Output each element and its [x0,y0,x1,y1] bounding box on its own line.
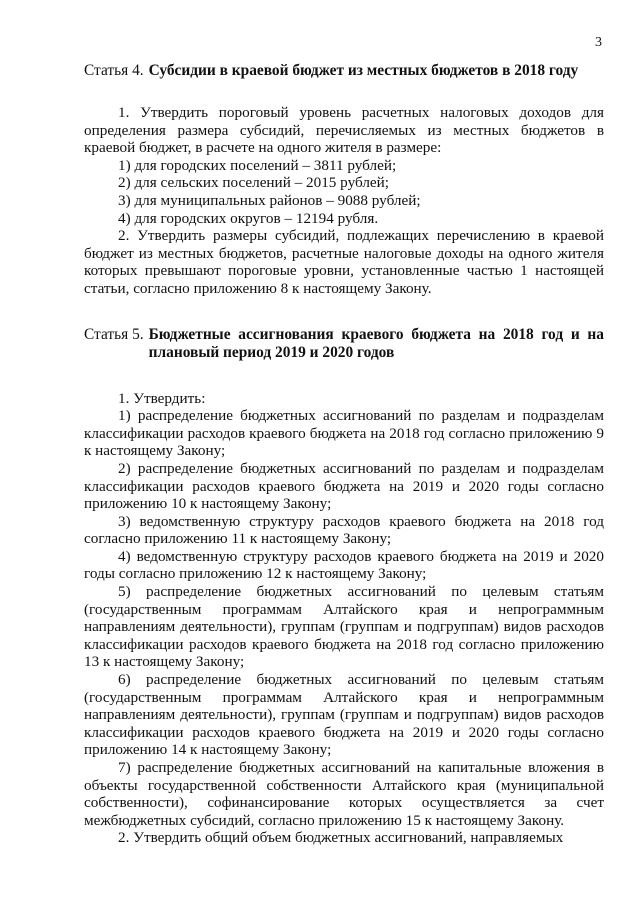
article-5-paragraph: 1. Утвердить: [118,389,206,407]
article-4-title: Субсидии в краевой бюджет из местных бюджетов в 2018 году [148,62,579,79]
article-5-paragraph: 7) распределение бюджетных ассигнований на капитальные вложения в объекты государственной собственности Алтайского края (муниципальной собственности), софинансирование которых осуществляется за счет межбюджетных субсидий, согласно приложению 15 к настоящему Закону. [84,759,604,829]
article-4-paragraph: 2. Утвердить размеры субсидий, подлежащих перечислению в краевой бюджет из местных бюджетов, расчетные налоговые доходы на одного жителя которых превышают пороговые уровни, установленные частью 1 настоящей статьи, согласно приложению 8 к настоящему Закону. [84,227,604,297]
article-5-title: Бюджетные ассигнования краевого бюджета на 2018 год и на плановый период 2019 и 2020 годов [148,325,604,361]
page-number: 3 [595,35,602,50]
article-4-paragraph: 1) для городских поселений – 3811 рублей; [118,156,397,174]
article-4-label: Статья 4. [84,62,144,79]
article-4-paragraph: 4) для городских округов – 12194 рубля. [118,209,379,227]
article-5-paragraph: 2) распределение бюджетных ассигнований по разделам и подразделам классификации расходов краевого бюджета на 2019 и 2020 годы согласно приложению 10 к настоящему Закону; [84,459,604,513]
article-5-paragraph: 3) ведомственную структуру расходов краевого бюджета на 2018 год согласно приложению 11 к настоящему Закону; [84,512,604,548]
article-4-paragraph: 3) для муниципальных районов – 9088 рублей; [118,191,421,209]
article-5-paragraph: 2. Утвердить общий объем бюджетных ассигнований, направляемых [118,829,564,847]
article-5-paragraph: 5) распределение бюджетных ассигнований по целевым статьям (государственным программам Алтайского края и непрограммным направлениям деятельности), группам (группам и подгруппам) видов расходов классификации расходов краевого бюджета на 2018 год согласно приложению 13 к настоящему Закону; [84,583,604,671]
article-5-paragraph: 4) ведомственную структуру расходов краевого бюджета на 2019 и 2020 годы согласно приложению 12 к настоящему Закону; [84,547,604,583]
article-5-heading [84,326,604,362]
article-4-heading [84,62,604,80]
article-4-paragraph: 1. Утвердить пороговый уровень расчетных налоговых доходов для определения размера субсидий, перечисляемых из местных бюджетов в краевой бюджет, в расчете на одного жителя в размере: [84,104,604,157]
article-5-paragraph: 6) распределение бюджетных ассигнований по целевым статьям (государственным программам Алтайского края и непрограммным направлениям деятельности), группам (группам и подгруппам) видов расходов классификации расходов краевого бюджета на 2019 и 2020 годы согласно приложению 14 к настоящему Закону; [84,671,604,759]
article-5-paragraph: 1) распределение бюджетных ассигнований по разделам и подразделам классификации расходов краевого бюджета на 2018 год согласно приложению 9 к настоящему Закону; [84,407,604,460]
article-4-paragraph: 2) для сельских поселений – 2015 рублей; [118,174,389,192]
document-body [84,62,604,847]
article-5-label: Статья 5. [84,325,144,343]
